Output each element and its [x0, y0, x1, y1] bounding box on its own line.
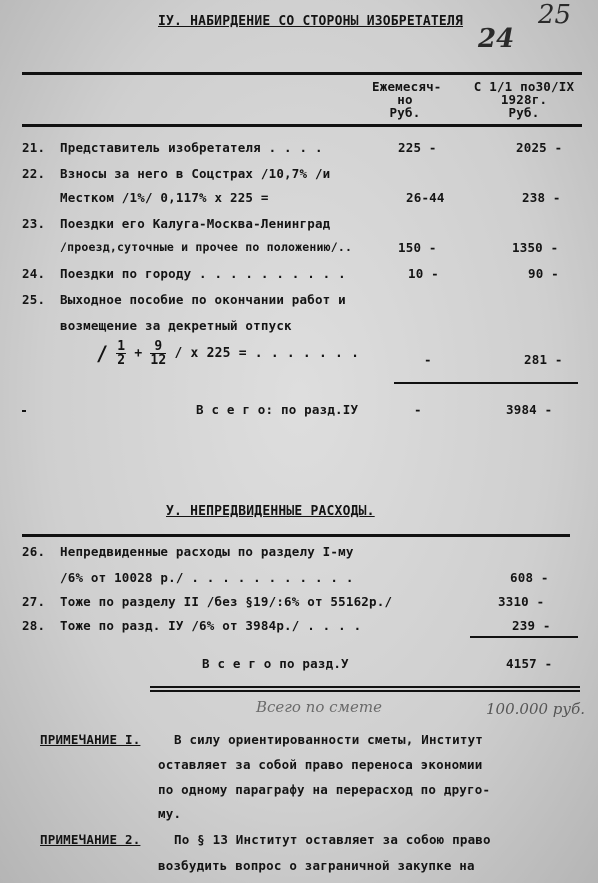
section4-title: IУ. НАБИРДЕНИЕ СО СТОРОНЫ ИЗОБРЕТАТЕЛЯ [158, 14, 464, 29]
row-text: Взносы за него в Соцстрах /10,7% /и [60, 166, 331, 181]
row-text: Тоже по разд. IУ /6% от 3984р./ . . . . [60, 618, 362, 633]
row-monthly: 150 - [398, 240, 437, 255]
fraction-2-num: 9 [150, 340, 166, 354]
note2-label: ПРИМЕЧАНИЕ 2. [40, 832, 141, 847]
formula-period: 281 - [524, 352, 563, 367]
fraction-1 [116, 340, 126, 367]
row-monthly: 225 - [398, 140, 437, 155]
note2-line: возбудить вопрос о заграничной закупке на [158, 858, 475, 873]
row-text: Тоже по разделу II /без §19/:6% от 55162р./ [60, 594, 393, 609]
col2-header-line: 1928г. [500, 92, 548, 107]
handwritten-mark: 24 [478, 24, 515, 54]
row-period: 90 - [528, 266, 559, 281]
row-period: 3310 - [498, 594, 545, 609]
formula [96, 340, 359, 367]
row-period: 238 - [522, 190, 561, 205]
note1-line: В силу ориентированности сметы, Институт [174, 732, 484, 747]
formula-plus: + [134, 346, 143, 361]
formula-open: / [96, 341, 109, 366]
section5-total-label: В с е г о по разд.У [202, 656, 349, 671]
col1-header-line: но [397, 92, 413, 107]
row-text: Поездки по городу . . . . . . . . . . [60, 266, 346, 281]
fraction-2-den: 12 [150, 353, 167, 368]
row-text: /6% от 10028 р./ . . . . . . . . . . . [60, 570, 354, 585]
note2-line: По § 13 Институт оставляет за собою право [174, 832, 491, 847]
header-rule-top [22, 72, 582, 75]
col1-header [372, 79, 442, 120]
row-period: 239 - [512, 618, 551, 633]
col2-header [464, 80, 584, 119]
note1-line: му. [158, 806, 182, 821]
handwritten-total-label: Всего по смете [256, 698, 382, 716]
page-number: 25 [538, 0, 572, 30]
header-rule-bottom [22, 124, 582, 127]
row-number: 24. [22, 266, 46, 281]
row-number: 25. [22, 292, 46, 307]
fraction-1-den: 2 [117, 353, 126, 368]
note1-line: по одному параграфу на перерасход по друго- [158, 782, 491, 797]
section4-total-value: 3984 - [506, 402, 553, 417]
row-text: Местком /1%/ 0,117% х 225 = [60, 190, 269, 205]
row-number: 26. [22, 544, 46, 559]
row-text: Непредвиденные расходы по разделу I-му [60, 544, 354, 559]
col2-header-line: Руб. [508, 105, 540, 120]
row-number: 21. [22, 140, 46, 155]
row-number: 28. [22, 618, 46, 633]
row-number: 27. [22, 594, 46, 609]
grand-total-rule [150, 686, 580, 692]
note1-line: оставляет за собой право переноса экономии [158, 757, 483, 772]
row-text: Представитель изобретателя . . . . [60, 140, 323, 155]
subtotal-rule [394, 382, 578, 384]
row-monthly: 10 - [408, 266, 439, 281]
section5-total-value: 4157 - [506, 656, 553, 671]
col1-header-line: Руб. [389, 105, 421, 120]
fraction-2 [150, 340, 166, 367]
row-text: возмещение за декретный отпуск [60, 318, 292, 333]
row-number: 22. [22, 166, 46, 181]
handwritten-total-value: 100.000 руб. [486, 700, 586, 718]
section4-total-dash: - [414, 402, 422, 417]
margin-dash [22, 410, 26, 412]
section4-total-label: В с е г о: по разд.IУ [196, 402, 359, 417]
row-period: 608 - [510, 570, 549, 585]
formula-tail: / х 225 = . . . . . . . [174, 346, 360, 361]
row-text: /проезд,суточные и прочее по положению/.. [60, 240, 353, 254]
row-period: 2025 - [516, 140, 563, 155]
formula-monthly: - [424, 352, 432, 367]
row-number: 23. [22, 216, 46, 231]
note1-label: ПРИМЕЧАНИЕ I. [40, 732, 141, 747]
col2-header-line: С 1/1 по30/IX [473, 79, 575, 94]
row-period: 1350 - [512, 240, 559, 255]
row-text: Поездки его Калуга-Москва-Ленинград [60, 216, 331, 231]
subtotal-rule [470, 636, 578, 638]
row-text: Выходное пособие по окончании работ и [60, 292, 346, 307]
section5-title: У. НЕПРЕДВИДЕННЫЕ РАСХОДЫ. [166, 504, 375, 519]
fraction-1-num: 1 [117, 339, 126, 354]
row-monthly: 26-44 [406, 190, 445, 205]
section5-rule [22, 534, 570, 537]
col1-header-line: Ежемесяч- [372, 79, 442, 94]
